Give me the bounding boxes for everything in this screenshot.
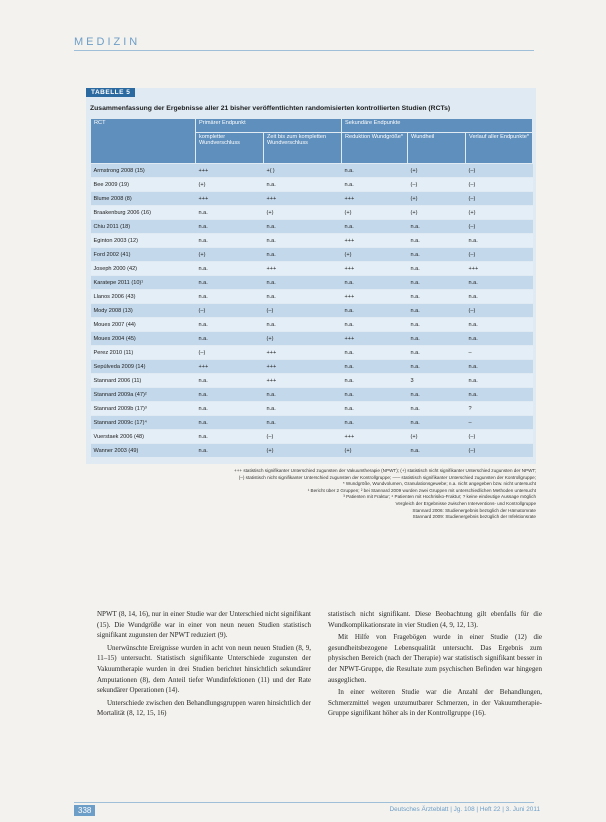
result-cell: n.a.	[342, 346, 408, 360]
footnote-line: Vergleich der Ergebnisse zwischen Interventions- und Kontrollgruppe	[395, 500, 536, 506]
result-cell: n.a.	[196, 276, 264, 290]
journal-source: Deutsches Ärzteblatt | Jg. 108 | Heft 22 | 3. Juni 2011	[389, 806, 540, 813]
result-cell: n.a.	[342, 416, 408, 430]
results-table	[90, 118, 533, 457]
result-cell: n.a.	[342, 388, 408, 402]
result-cell: n.a.	[196, 262, 264, 276]
result-cell: n.a.	[466, 290, 533, 304]
result-cell: n.a.	[196, 402, 264, 416]
result-cell: (+)	[408, 192, 466, 206]
paragraph: Mit Hilfe von Fragebögen wurde in einer Studie (12) die gesundheitsbezogene Lebensqualität untersucht. Das Ergebnis zum physischen Bereich (nach der Therapie) war statistisch signifikant besser in der NPWT-Gruppe, die Resultate zum psychischen Befinden war hingegen ausgeglichen.	[328, 633, 542, 684]
result-cell: n.a.	[342, 178, 408, 192]
study-cell: Vuerstaek 2006 (48)	[91, 430, 196, 444]
footnote-line: (–) statistisch nicht signifikanter Unterschied zugunsten der Kontrollgruppe; ––– statistisch signifikanter Unterschied zugunsten der Kontrollgruppe;	[238, 474, 536, 480]
study-cell: Sepúlveda 2009 (14)	[91, 360, 196, 374]
result-cell: +++	[342, 192, 408, 206]
result-cell: n.a.	[408, 416, 466, 430]
table-row	[91, 318, 533, 332]
study-cell: Armstrong 2008 (15)	[91, 164, 196, 178]
paragraph: In einer weiteren Studie war die Anzahl der Behandlungen, Schmerzmittel wegen unzumutbarer Schmerzen, in der Vakuumtherapie-Gruppe signifikant höher als in der Kontrollgruppe (16).	[328, 688, 542, 718]
table-row	[91, 234, 533, 248]
result-cell: n.a.	[264, 248, 342, 262]
footer-rule	[74, 802, 534, 803]
result-cell: n.a.	[342, 164, 408, 178]
result-cell: n.a.	[466, 234, 533, 248]
footnote-line: +++ statistisch signifikanter Unterschied zugunsten der Vakuumtherapie (NPWT); (+) statistisch nicht signifikanter Unterschied zugunsten der NPWT;	[234, 468, 536, 473]
result-cell: (+)	[342, 206, 408, 220]
result-cell: (+)	[196, 178, 264, 192]
result-cell: n.a.	[408, 304, 466, 318]
result-cell: (+)	[264, 206, 342, 220]
result-cell: +++	[264, 262, 342, 276]
table-row	[91, 178, 533, 192]
result-cell: +++	[342, 430, 408, 444]
header-rule	[74, 50, 534, 51]
result-cell: (+)	[408, 430, 466, 444]
result-cell: n.a.	[408, 346, 466, 360]
study-cell: Wanner 2003 (49)	[91, 444, 196, 458]
study-cell: Bee 2009 (19)	[91, 178, 196, 192]
result-cell: n.a.	[264, 290, 342, 304]
result-cell: (–)	[196, 346, 264, 360]
paragraph: Unerwünschte Ereignisse wurden in acht von neun neuen Studien (8, 9, 11–15) untersucht. Statistisch signifikante Unterschiede zugunsten der Vakuumtherapie wurden in drei Studien berichtet hinsichtlich sekundärer Amputationen (8), dem Anteil tiefer Wundinfektionen (11) und der Rate sekundärer Operationen (14).	[97, 643, 311, 695]
result-cell: n.a.	[196, 332, 264, 346]
result-cell: n.a.	[466, 374, 533, 388]
table-caption: Zusammenfassung der Ergebnisse aller 21 bisher veröffentlichten randomisierten kontrollierten Studien (RCTs)	[90, 105, 451, 112]
result-cell: +++	[342, 262, 408, 276]
result-cell: n.a.	[264, 416, 342, 430]
footnote-line: ³ Patienten mit Fraktur; ⁴ Patienten mit Hochrisiko-Fraktur; ? keine eindeutige Aussage möglich	[343, 494, 536, 500]
result-cell: n.a.	[264, 220, 342, 234]
result-cell: n.a.	[196, 416, 264, 430]
result-cell: +++	[196, 164, 264, 178]
result-cell: n.a.	[466, 332, 533, 346]
result-cell: n.a.	[408, 220, 466, 234]
result-cell: n.a.	[196, 374, 264, 388]
result-cell: +++	[264, 360, 342, 374]
header-sub: Wundheil	[408, 133, 466, 164]
result-cell: +++	[466, 262, 533, 276]
table-row	[91, 290, 533, 304]
result-cell: (+)	[342, 248, 408, 262]
study-cell: Stannard 2009a (47)²	[91, 388, 196, 402]
result-cell: n.a.	[342, 402, 408, 416]
study-cell: Blume 2008 (8)	[91, 192, 196, 206]
result-cell: (+)	[264, 332, 342, 346]
result-cell: (–)	[466, 178, 533, 192]
result-cell: (–)	[466, 220, 533, 234]
header-sub: Reduktion Wundgröße*	[342, 133, 408, 164]
result-cell: n.a.	[466, 318, 533, 332]
result-cell: +++	[196, 192, 264, 206]
result-cell: n.a.	[342, 318, 408, 332]
table-row	[91, 192, 533, 206]
result-cell: n.a.	[408, 388, 466, 402]
result-cell: +++	[264, 346, 342, 360]
result-cell: n.a.	[466, 388, 533, 402]
footnote-line: ¹ Bericht über 2 Gruppen; ² bei Stannard 2009 wurden zwei Gruppen mit unterschiedlichen Methoden untersucht	[307, 487, 536, 493]
result-cell: (–)	[408, 178, 466, 192]
result-cell: n.a.	[196, 234, 264, 248]
table-row	[91, 374, 533, 388]
study-cell: Stannard 2009c (17)⁴	[91, 416, 196, 430]
footnote-line: Stannard 2009: Studienergebnis bezüglich der Infektionsrate	[412, 514, 536, 520]
result-cell: n.a.	[196, 388, 264, 402]
result-cell: (–)	[466, 430, 533, 444]
result-cell: n.a.	[196, 430, 264, 444]
study-cell: Karatepe 2011 (10)¹	[91, 276, 196, 290]
result-cell: +( )	[264, 164, 342, 178]
result-cell: n.a.	[408, 444, 466, 458]
result-cell: +++	[342, 290, 408, 304]
header-secondary: Sekundäre Endpunkte	[342, 119, 533, 133]
result-cell: (+)	[342, 444, 408, 458]
table-row	[91, 248, 533, 262]
result-cell: (–)	[466, 304, 533, 318]
study-cell: Ford 2002 (41)	[91, 248, 196, 262]
result-cell: –	[466, 416, 533, 430]
result-cell: n.a.	[408, 248, 466, 262]
table-box	[86, 88, 536, 464]
table-row	[91, 304, 533, 318]
result-cell: n.a.	[196, 290, 264, 304]
result-cell: +++	[196, 360, 264, 374]
result-cell: +++	[342, 332, 408, 346]
table-row	[91, 346, 533, 360]
header-rct: RCT	[91, 119, 196, 164]
table-row	[91, 416, 533, 430]
result-cell: n.a.	[342, 304, 408, 318]
table-body	[91, 164, 533, 458]
study-cell: Moues 2007 (44)	[91, 318, 196, 332]
result-cell: n.a.	[408, 360, 466, 374]
result-cell: (–)	[466, 248, 533, 262]
result-cell: n.a.	[264, 178, 342, 192]
result-cell: (+)	[264, 444, 342, 458]
table-row	[91, 402, 533, 416]
table-row	[91, 388, 533, 402]
paragraph: Unterschiede zwischen den Behandlungsgruppen waren hinsichtlich der Mortalität (8, 12, 15, 16)	[97, 698, 311, 718]
table-row	[91, 206, 533, 220]
result-cell: n.a.	[342, 374, 408, 388]
body-column-right	[328, 609, 542, 721]
result-cell: (+)	[196, 248, 264, 262]
result-cell: +++	[342, 234, 408, 248]
result-cell: n.a.	[264, 402, 342, 416]
result-cell: (+)	[408, 164, 466, 178]
result-cell: n.a.	[408, 276, 466, 290]
result-cell: (–)	[264, 304, 342, 318]
result-cell: (–)	[466, 444, 533, 458]
result-cell: n.a.	[408, 290, 466, 304]
result-cell: n.a.	[196, 318, 264, 332]
result-cell: n.a.	[264, 388, 342, 402]
page-number: 338	[74, 805, 95, 816]
study-cell: Moues 2004 (45)	[91, 332, 196, 346]
result-cell: n.a.	[408, 332, 466, 346]
table-row	[91, 430, 533, 444]
result-cell: (–)	[466, 192, 533, 206]
study-cell: Chiu 2011 (18)	[91, 220, 196, 234]
result-cell: –	[466, 346, 533, 360]
study-cell: Eginton 2003 (12)	[91, 234, 196, 248]
result-cell: n.a.	[196, 444, 264, 458]
result-cell: n.a.	[264, 234, 342, 248]
result-cell: (–)	[264, 430, 342, 444]
result-cell: n.a.	[342, 360, 408, 374]
body-column-left	[97, 609, 311, 721]
footnote-line: * Wundgröße, Wundvolumen, Granulationsgewebe; n.a. nicht angegeben bzw. nicht untersucht	[342, 481, 536, 487]
header-primary: Primärer Endpunkt	[196, 119, 342, 133]
table-row	[91, 262, 533, 276]
result-cell: n.a.	[466, 276, 533, 290]
section-label: MEDIZIN	[74, 36, 141, 48]
table-row	[91, 220, 533, 234]
header-sub: kompletter Wundverschluss	[196, 133, 264, 164]
table-row	[91, 444, 533, 458]
table-footnotes	[86, 468, 536, 521]
result-cell: n.a.	[196, 220, 264, 234]
result-cell: n.a.	[408, 318, 466, 332]
table-row	[91, 360, 533, 374]
result-cell: n.a.	[342, 220, 408, 234]
table-tag: TABELLE 5	[86, 88, 135, 97]
table-row	[91, 164, 533, 178]
study-cell: Llanos 2006 (43)	[91, 290, 196, 304]
study-cell: Perez 2010 (11)	[91, 346, 196, 360]
result-cell: n.a.	[264, 318, 342, 332]
footnote-line: Stannard 2006: Studienergebnis bezüglich der Hämatomrate	[412, 507, 536, 513]
result-cell: (+)	[408, 206, 466, 220]
header-sub: Zeit bis zum kompletten Wundverschluss	[264, 133, 342, 164]
paragraph: NPWT (8, 14, 16), nur in einer Studie war der Unterschied nicht signifikant (15). Die Wundgröße war in einer von neun neuen Studien statistisch signifikant zugunsten der NPWT reduziert (9).	[97, 610, 311, 640]
table-row	[91, 276, 533, 290]
result-cell: n.a.	[408, 262, 466, 276]
result-cell: +++	[264, 192, 342, 206]
study-cell: Mody 2008 (13)	[91, 304, 196, 318]
result-cell: 3	[408, 374, 466, 388]
result-cell: n.a.	[264, 276, 342, 290]
result-cell: n.a.	[196, 206, 264, 220]
result-cell: n.a.	[466, 360, 533, 374]
result-cell: ?	[466, 402, 533, 416]
study-cell: Stannard 2006 (11)	[91, 374, 196, 388]
result-cell: (–)	[466, 164, 533, 178]
table-row	[91, 332, 533, 346]
result-cell: +++	[264, 374, 342, 388]
result-cell: (–)	[196, 304, 264, 318]
header-sub: Verlauf aller Endpunkte*	[466, 133, 533, 164]
result-cell: (+)	[466, 206, 533, 220]
study-cell: Joseph 2000 (42)	[91, 262, 196, 276]
study-cell: Stannard 2009b (17)³	[91, 402, 196, 416]
result-cell: n.a.	[342, 276, 408, 290]
result-cell: n.a.	[408, 402, 466, 416]
result-cell: n.a.	[408, 234, 466, 248]
paragraph: statistisch nicht signifikant. Diese Beobachtung gilt ebenfalls für die Wundkomplikationsrate in vier Studien (4, 9, 12, 13).	[328, 610, 542, 629]
study-cell: Braakenburg 2006 (16)	[91, 206, 196, 220]
